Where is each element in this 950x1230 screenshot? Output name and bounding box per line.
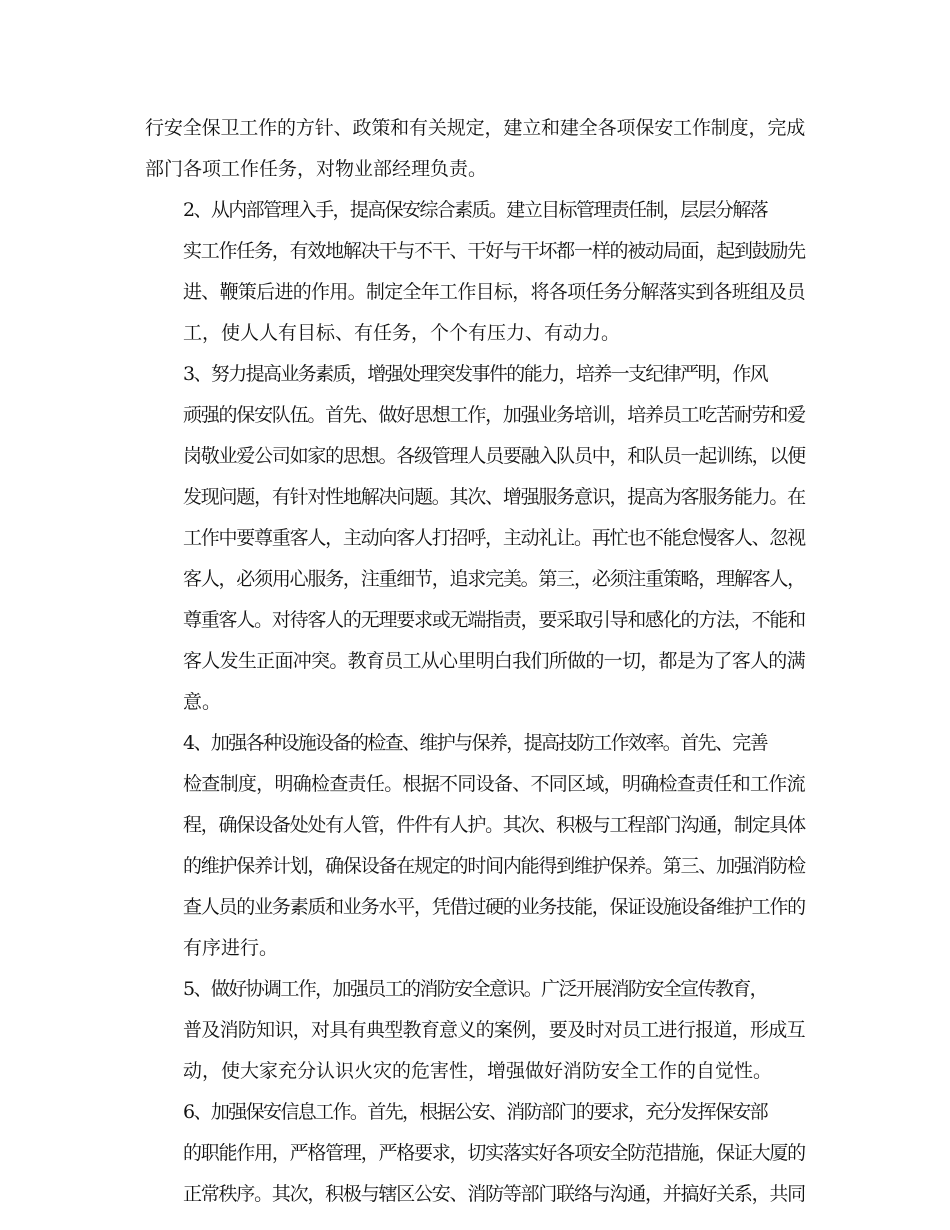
paragraph-item-3 xyxy=(145,354,805,723)
text-line: 客人发生正面冲突。教育员工从心里明白我们所做的一切，都是为了客人的满 xyxy=(183,650,805,672)
text-line: 部门各项工作任务，对物业部经理负责。 xyxy=(145,158,488,180)
text-line: 5、做好协调工作，加强员工的消防安全意识。广泛开展消防安全宣传教育， xyxy=(183,978,768,1000)
paragraph-item-6 xyxy=(145,1092,805,1215)
text-line: 有序进行。 xyxy=(183,937,279,959)
text-line: 动，使大家充分认识火灾的危害性，增强做好消防安全工作的自觉性。 xyxy=(183,1060,773,1082)
text-line: 意。 xyxy=(183,691,222,713)
text-line: 6、加强保安信息工作。首先，根据公安、消防部门的要求，充分发挥保安部 xyxy=(183,1101,768,1123)
text-line: 程，确保设备处处有人管，件件有人护。其次、积极与工程部门沟通，制定具体 xyxy=(183,814,805,836)
text-line: 的维护保养计划，确保设备在规定的时间内能得到维护保养。第三、加强消防检 xyxy=(183,855,805,877)
text-line: 顽强的保安队伍。首先、做好思想工作，加强业务培训，培养员工吃苦耐劳和爱 xyxy=(183,404,805,426)
text-line: 普及消防知识，对具有典型教育意义的案例，要及时对员工进行报道，形成互 xyxy=(183,1019,805,1041)
text-line: 尊重客人。对待客人的无理要求或无端指责，要采取引导和感化的方法，不能和 xyxy=(183,609,805,631)
paragraph-item-2 xyxy=(145,190,805,354)
document-body xyxy=(145,108,805,1215)
paragraph-item-5 xyxy=(145,969,805,1092)
text-line: 检查制度，明确检查责任。根据不同设备、不同区域，明确检查责任和工作流 xyxy=(183,773,805,795)
text-line: 实工作任务，有效地解决干与不干、干好与干坏都一样的被动局面，起到鼓励先 xyxy=(183,240,805,262)
text-line: 客人，必须用心服务，注重细节，追求完美。第三，必须注重策略，理解客人， xyxy=(183,568,805,590)
text-line: 4、加强各种设施设备的检查、维护与保养，提高技防工作效率。首先、完善 xyxy=(183,732,768,754)
paragraph-continuation xyxy=(145,108,805,190)
text-line: 2、从内部管理入手，提高保安综合素质。建立目标管理责任制，层层分解落 xyxy=(183,199,768,221)
text-line: 的职能作用，严格管理，严格要求，切实落实好各项安全防范措施，保证大厦的 xyxy=(183,1142,805,1164)
text-line: 工作中要尊重客人，主动向客人打招呼，主动礼让。再忙也不能怠慢客人、忽视 xyxy=(183,527,805,549)
text-line: 岗敬业爱公司如家的思想。各级管理人员要融入队员中，和队员一起训练，以便 xyxy=(183,445,805,467)
text-line: 行安全保卫工作的方针、政策和有关规定，建立和建全各项保安工作制度，完成 xyxy=(145,117,806,139)
paragraph-item-4 xyxy=(145,723,805,969)
text-line: 工，使人人有目标、有任务，个个有压力、有动力。 xyxy=(183,322,621,344)
text-line: 进、鞭策后进的作用。制定全年工作目标，将各项任务分解落实到各班组及员 xyxy=(183,281,805,303)
text-line: 查人员的业务素质和业务水平，凭借过硬的业务技能，保证设施设备维护工作的 xyxy=(183,896,805,918)
text-line: 3、努力提高业务素质，增强处理突发事件的能力，培养一支纪律严明，作风 xyxy=(183,363,768,385)
text-line: 发现问题，有针对性地解决问题。其次、增强服务意识，提高为客服务能力。在 xyxy=(183,486,805,508)
text-line: 正常秩序。其次，积极与辖区公安、消防等部门联络与沟通，并搞好关系，共同 xyxy=(183,1183,805,1205)
